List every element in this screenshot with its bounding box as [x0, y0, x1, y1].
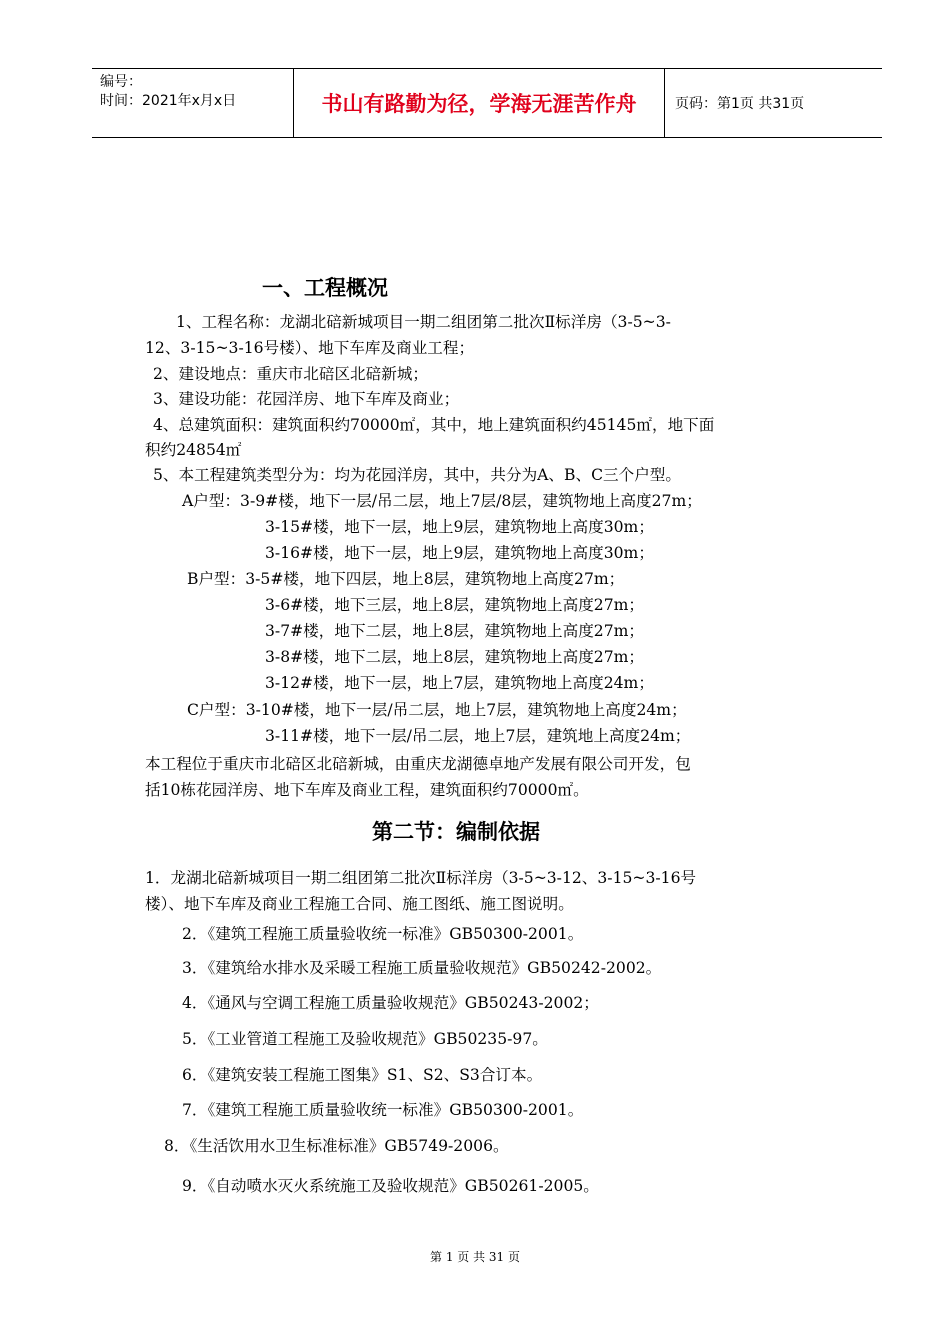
text-line: 楼）、地下车库及商业工程施工合同、施工图纸、施工图说明。 [145, 895, 574, 913]
text-line: 1、工程名称：龙湖北碚新城项目一期二组团第二批次Ⅱ标洋房（3-5~3- [176, 313, 671, 331]
text-line: 1．龙湖北碚新城项目一期二组团第二批次Ⅱ标洋房（3-5~3-12、3-15~3-16号 [145, 869, 697, 887]
text-line: 7．《建筑工程施工质量验收统一标准》GB50300-2001。 [182, 1101, 584, 1119]
text-line: 括10栋花园洋房、地下车库及商业工程，建筑面积约70000㎡。 [145, 781, 589, 799]
header-motto: 书山有路勤为径，学海无涯苦作舟 [293, 69, 665, 137]
text-line: 3-7#楼，地下二层，地上8层，建筑物地上高度27m； [265, 622, 645, 640]
text-line: 3-16#楼，地下一层，地上9层，建筑物地上高度30m； [265, 544, 654, 562]
text-line: 3-8#楼，地下二层，地上8层，建筑物地上高度27m； [265, 648, 645, 666]
text-line: 3-12#楼，地下一层，地上7层，建筑物地上高度24m； [265, 674, 654, 692]
page-header [92, 68, 882, 138]
text-line: 2．《建筑工程施工质量验收统一标准》GB50300-2001。 [182, 925, 584, 943]
text-line: A户型：3-9#楼，地下一层/吊二层，地上7层/8层，建筑物地上高度27m； [182, 492, 702, 510]
text-line: 12、3-15~3-16号楼）、地下车库及商业工程； [145, 339, 475, 357]
text-line: 3．《建筑给水排水及采暖工程施工质量验收规范》GB50242-2002。 [182, 959, 662, 977]
text-line: 9．《自动喷水灭火系统施工及验收规范》GB50261-2005。 [182, 1177, 599, 1195]
text-line: 3-11#楼，地下一层/吊二层，地上7层，建筑地上高度24m； [265, 727, 691, 745]
text-line: C户型：3-10#楼，地下一层/吊二层，地上7层，建筑物地上高度24m； [187, 701, 687, 719]
document-date: 时间：2021年x月x日 [100, 93, 237, 109]
section-title-basis: 第二节：编制依据 [372, 820, 540, 844]
document-number: 编号： [100, 74, 142, 90]
text-line: 4、总建筑面积：建筑面积约70000㎡，其中，地上建筑面积约45145㎡，地下面 [153, 416, 715, 434]
text-line: 5．《工业管道工程施工及验收规范》GB50235-97。 [182, 1030, 548, 1048]
text-line: 积约24854㎡ [145, 441, 242, 459]
header-meta [92, 69, 293, 137]
text-line: 3-6#楼，地下三层，地上8层，建筑物地上高度27m； [265, 596, 645, 614]
text-line: 6．《建筑安装工程施工图集》S1、S2、S3合订本。 [182, 1066, 543, 1084]
text-line: 3、建设功能：花园洋房、地下车库及商业； [153, 390, 460, 408]
text-line: 本工程位于重庆市北碚区北碚新城，由重庆龙湖德卓地产发展有限公司开发，包 [145, 755, 691, 773]
page-footer: 第 1 页 共 31 页 [430, 1250, 520, 1264]
text-line: 8．《生活饮用水卫生标准标准》GB5749-2006。 [164, 1137, 509, 1155]
section-title-overview: 一、工程概况 [262, 276, 388, 300]
text-line: 3-15#楼，地下一层，地上9层，建筑物地上高度30m； [265, 518, 654, 536]
text-line: B户型：3-5#楼，地下四层，地上8层，建筑物地上高度27m； [187, 570, 625, 588]
header-page-number: 页码：第1页 共31页 [675, 96, 805, 112]
text-line: 2、建设地点：重庆市北碚区北碚新城； [153, 365, 429, 383]
text-line: 5、本工程建筑类型分为：均为花园洋房，其中，共分为A、B、C三个户型。 [153, 466, 681, 484]
text-line: 4．《通风与空调工程施工质量验收规范》GB50243-2002； [182, 994, 599, 1012]
